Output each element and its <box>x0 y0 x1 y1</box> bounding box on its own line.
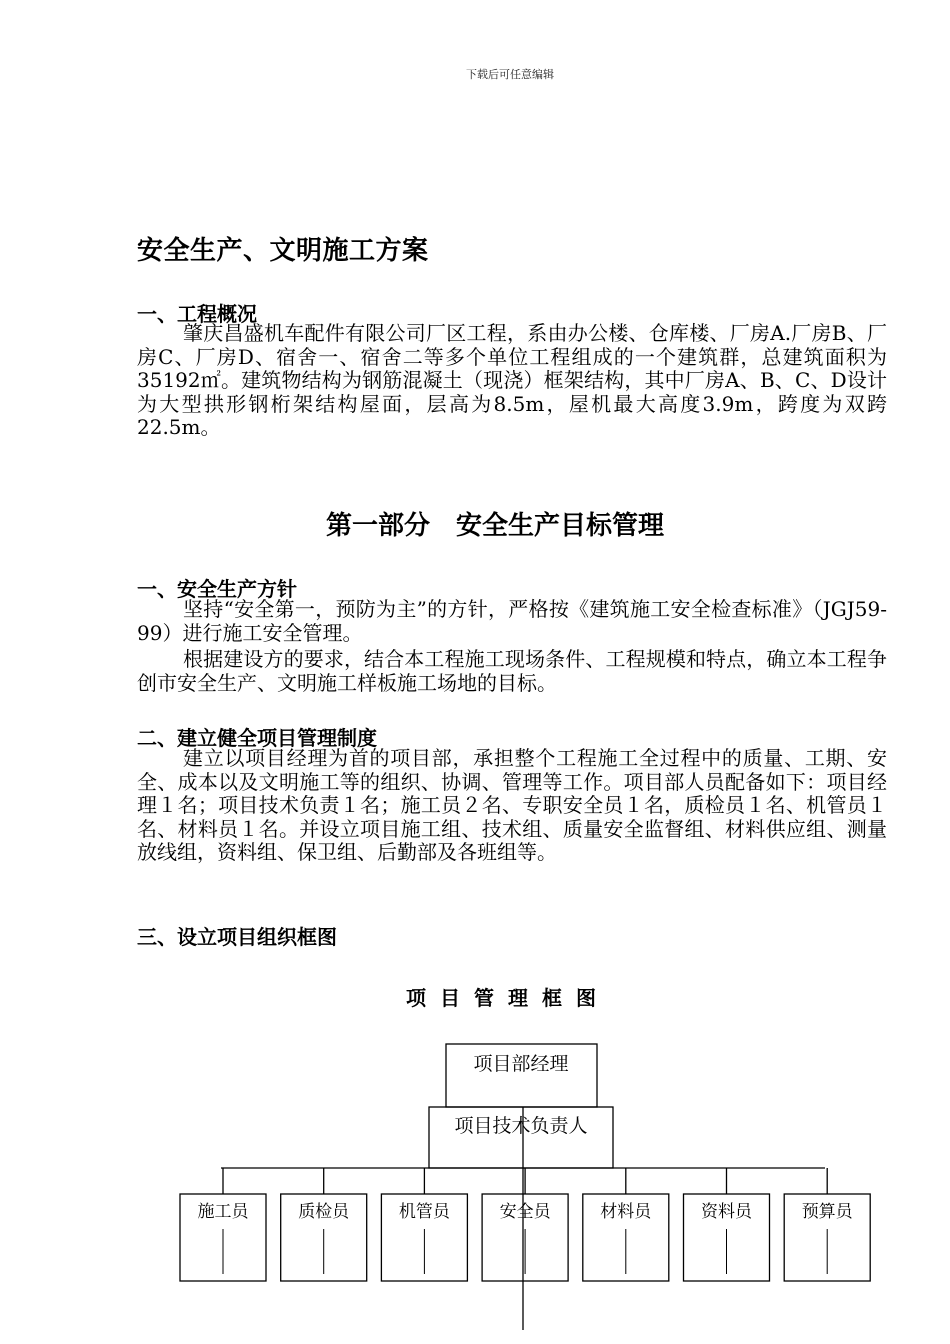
policy-paragraph-1: 坚持“安全第一，预防为主”的方针，严格按《建筑施工安全检查标准》（JGJ59-99）进行施工安全管理。 <box>137 597 887 645</box>
org-role-label: 资料员 <box>701 1202 752 1222</box>
org-role-label: 施工员 <box>197 1202 249 1222</box>
org-role-label: 材料员 <box>600 1202 652 1222</box>
org-label-manager: 项目部经理 <box>473 1053 569 1075</box>
org-role-label: 安全员 <box>499 1202 551 1222</box>
header-note: 下载后可任意编辑 <box>466 68 554 81</box>
policy-paragraph-2: 根据建设方的要求，结合本工程施工现场条件、工程规模和特点，确立本工程争创市安全生产、文明施工样板施工场地的目标。 <box>137 647 887 695</box>
section-heading-policy: 一、安全生产方针 <box>137 577 297 601</box>
org-role-label: 质检员 <box>298 1202 350 1222</box>
section-heading-overview: 一、工程概况 <box>137 302 257 326</box>
overview-paragraph: 肇庆昌盛机车配件有限公司厂区工程，系由办公楼、仓库楼、厂房A.厂房B、厂房C、厂房D、宿舍一、宿舍二等多个单位工程组成的一个建筑群，总建筑面积为35192㎡。建筑物结构为钢筋混凝土（现浇）框架结构，其中厂房A、B、C、D设计为大型拱形钢桁架结构屋面，层高为8.5m，屋机最大高度3.9m，跨度为双跨22.5m。 <box>137 321 887 439</box>
section-heading-management: 二、建立健全项目管理制度 <box>137 726 377 750</box>
section-heading-org-chart: 三、设立项目组织框图 <box>137 925 337 949</box>
document-title: 安全生产、文明施工方案 <box>137 236 429 266</box>
part-title: 第一部分 安全生产目标管理 <box>325 511 664 541</box>
org-label-tech-lead: 项目技术负责人 <box>454 1115 588 1137</box>
org-role-label: 机管员 <box>398 1202 450 1222</box>
org-chart-title: 项目管理框图 <box>406 986 610 1010</box>
management-paragraph: 建立以项目经理为首的项目部，承担整个工程施工全过程中的质量、工期、安全、成本以及文明施工等的组织、协调、管理等工作。项目部人员配备如下：项目经理１名；项目技术负责１名；施工员２名、专职安全员１名，质检员１名、机管员１名、材料员１名。并设立项目施工组、技术组、质量安全监督组、材料供应组、测量放线组，资料组、保卫组、后勤部及各班组等。 <box>137 746 887 864</box>
org-role-label: 预算员 <box>801 1202 853 1222</box>
